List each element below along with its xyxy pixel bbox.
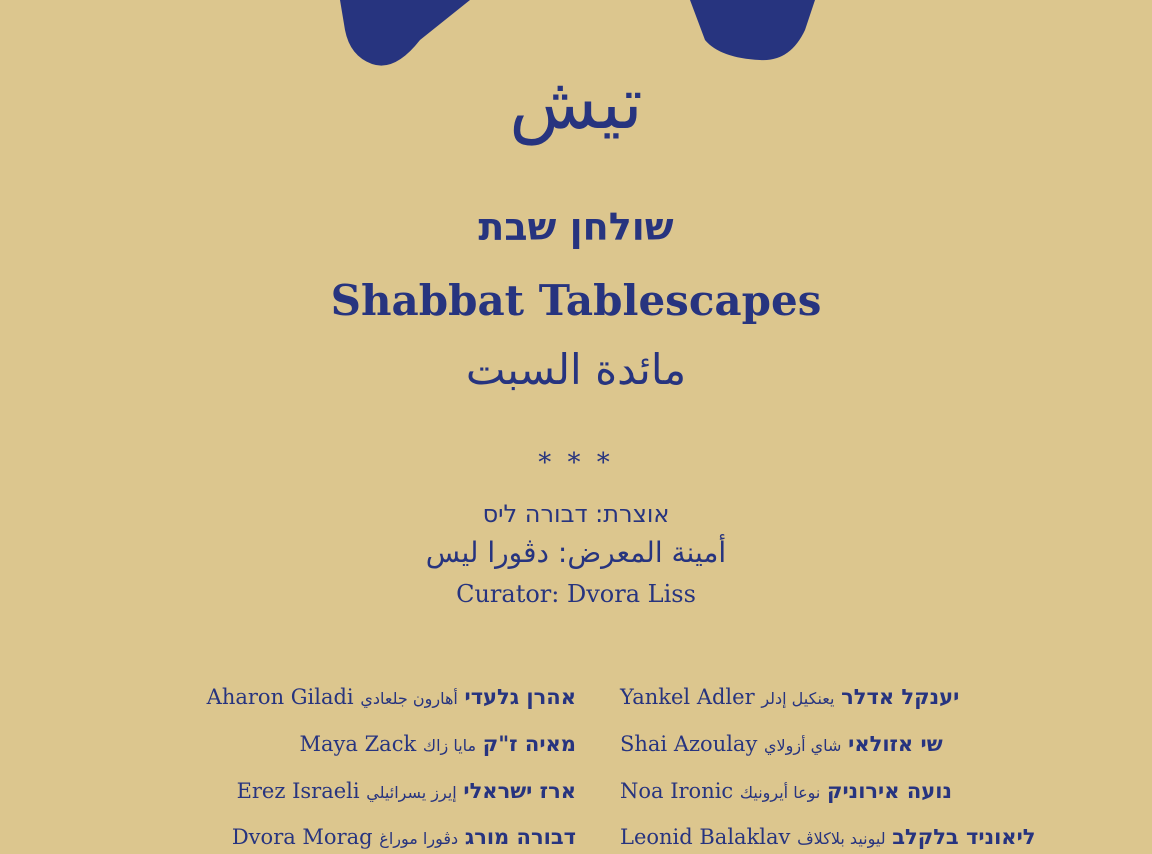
artist-row — [620, 682, 959, 712]
artist-row — [207, 682, 576, 712]
artist-name-he: דבורה מורג — [464, 825, 576, 849]
artist-name-he: ארז ישראלי — [463, 779, 576, 803]
artist-name-ar: نوعا أيرونيك — [739, 783, 821, 802]
title-hebrew: שולחן שבת — [478, 205, 674, 249]
artist-row — [620, 776, 952, 806]
title-arabic: مائدة السبت — [465, 345, 687, 394]
title-english: Shabbat Tablescapes — [330, 276, 822, 325]
artist-row — [300, 729, 577, 759]
artist-name-he: שי אזולאי — [848, 732, 943, 756]
artist-name-he: מאיה ז"ק — [482, 732, 576, 756]
artist-name-en: Shai Azoulay — [620, 732, 758, 756]
artist-row — [232, 822, 576, 852]
artist-row — [620, 822, 1035, 852]
artist-name-he: ליאוניד בלקלב — [892, 825, 1036, 849]
artist-name-he: אהרן גלעדי — [464, 685, 576, 709]
artist-name-ar: إيرز يسرائيلي — [366, 783, 457, 802]
curator-arabic: أمينة المعرض: دڤورا ليس — [425, 536, 727, 569]
artist-name-en: Yankel Adler — [620, 685, 755, 709]
artist-name-en: Leonid Balaklav — [620, 825, 791, 849]
artist-row — [620, 729, 943, 759]
curator-english: Curator: Dvora Liss — [456, 580, 696, 608]
artist-name-en: Maya Zack — [299, 732, 417, 756]
logo-left-shape — [340, 0, 470, 66]
logo-right-shape — [690, 0, 815, 60]
artist-name-en: Erez Israeli — [236, 779, 360, 803]
artist-name-ar: شاي أزولاي — [764, 736, 842, 755]
artist-row — [237, 776, 576, 806]
curator-hebrew: אוצרת: דבורה ליס — [482, 500, 670, 528]
artist-name-ar: ليونيد بلاكلاڤ — [797, 829, 886, 848]
artist-name-ar: مايا زاك — [422, 736, 477, 755]
artist-name-en: Dvora Morag — [231, 825, 373, 849]
logo-wordmark-arabic: تيش — [509, 61, 643, 145]
separator: * * * — [538, 448, 614, 478]
artist-name-en: Noa Ironic — [620, 779, 734, 803]
artist-name-en: Aharon Giladi — [206, 685, 354, 709]
artist-name-he: יענקל אדלר — [841, 685, 960, 709]
artist-name-ar: دڤورا موراغ — [379, 829, 459, 848]
artist-name-he: נועה אירוניק — [827, 779, 952, 803]
artist-name-ar: أهارون جلعادي — [360, 689, 458, 708]
artist-name-ar: يعنكيل إدلر — [761, 689, 835, 708]
